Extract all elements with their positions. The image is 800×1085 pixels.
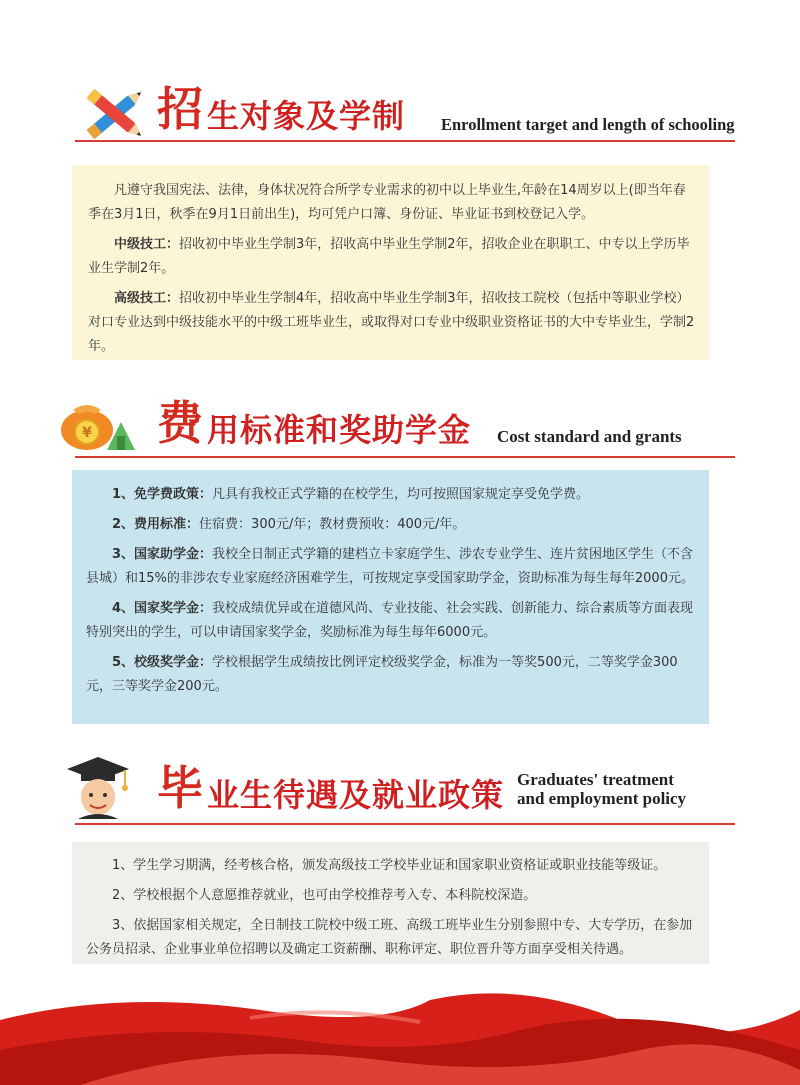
paragraph-label: 1、免学费政策： [112,487,213,502]
section-header-enrollment [55,82,735,144]
paragraph-label: 3、国家助学金： [112,547,213,562]
money-bag-icon [55,392,139,452]
paragraph: 5、校级奖学金：学校根据学生成绩按比例评定校级奖学金，标准为一等奖500元，二等奖学金300元，三等奖学金200元。 [86,655,678,694]
section-header-cost [55,392,735,458]
paragraph: 1、学生学习期满，经考核合格，颁发高级技工学校毕业证和国家职业资格证或职业技能等级证。 [112,858,667,873]
section-divider [75,456,735,458]
section-divider [75,140,735,142]
section-title: 生对象及学制 [207,97,406,135]
section-title-en-line2: and employment policy [517,789,687,808]
red-ribbon-decoration [0,980,800,1085]
paragraph: 中级技工：招收初中毕业生学制3年，招收高中毕业生学制2年，招收企业在职职工、中专以上学历毕业生学制2年。 [88,237,690,276]
paragraph: 2、费用标准：住宿费：300元/年；教材费预收：400元/年。 [112,517,466,532]
section-title-first-char: 招 [157,82,203,136]
section-title: 业生待遇及就业政策 [207,776,505,814]
section-title-en: Graduates' treatment [517,770,674,789]
pencils-icon [75,84,155,144]
paragraph-label: 5、校级奖学金： [112,655,213,670]
graduate-icon [63,755,133,819]
paragraph-label: 中级技工： [114,237,180,252]
paragraph-label: 2、费用标准： [112,517,200,532]
paragraph-label: 4、国家奖学金： [112,601,213,616]
section-title-en: Enrollment target and length of schooling [441,115,735,134]
graduates-panel [72,842,709,964]
section-title: 用标准和奖助学金 [207,411,472,449]
paragraph: 1、免学费政策：凡具有我校正式学籍的在校学生，均可按照国家规定享受免学费。 [112,487,590,502]
section-header-graduates [55,755,735,825]
paragraph: 3、国家助学金：我校全日制正式学籍的建档立卡家庭学生、涉农专业学生、连片贫困地区学生（不含县城）和15%的非涉农专业家庭经济困难学生，可按规定享受国家助学金，资助标准为每生每年2000元。 [86,547,694,586]
paragraph: 高级技工：招收初中毕业生学制4年，招收高中毕业生学制3年，招收技工院校（包括中等职业学校）对口专业达到中级技能水平的中级工班毕业生，或取得对口专业中级职业资格证书的大中专毕业生，学制2年。 [88,291,695,354]
section-divider [75,823,735,825]
svg-text:¥: ¥ [82,425,92,441]
cost-panel [72,470,709,724]
section-title-first-char: 费 [157,396,203,450]
section-title-first-char: 毕 [157,761,203,815]
paragraph: 4、国家奖学金：我校成绩优异或在道德风尚、专业技能、社会实践、创新能力、综合素质等方面表现特别突出的学生，可以申请国家奖学金，奖励标准为每生每年6000元。 [86,601,694,640]
paragraph: 3、依据国家相关规定，全日制技工院校中级工班、高级工班毕业生分别参照中专、大专学历，在参加公务员招录、企业事业单位招聘以及确定工资薪酬、职称评定、职位晋升等方面享受相关待遇。 [86,918,693,957]
paragraph: 2、学校根据个人意愿推荐就业，也可由学校推荐考入专、本科院校深造。 [112,888,537,903]
enrollment-panel [72,165,709,360]
paragraph: 凡遵守我国宪法、法律，身体状况符合所学专业需求的初中以上毕业生,年龄在14周岁以上(即当年春季在3月1日，秋季在9月1日前出生)，均可凭户口簿、身份证、毕业证书到校登记入学。 [88,183,686,222]
paragraph-label: 高级技工： [114,291,180,306]
section-title-en: Cost standard and grants [497,427,682,446]
